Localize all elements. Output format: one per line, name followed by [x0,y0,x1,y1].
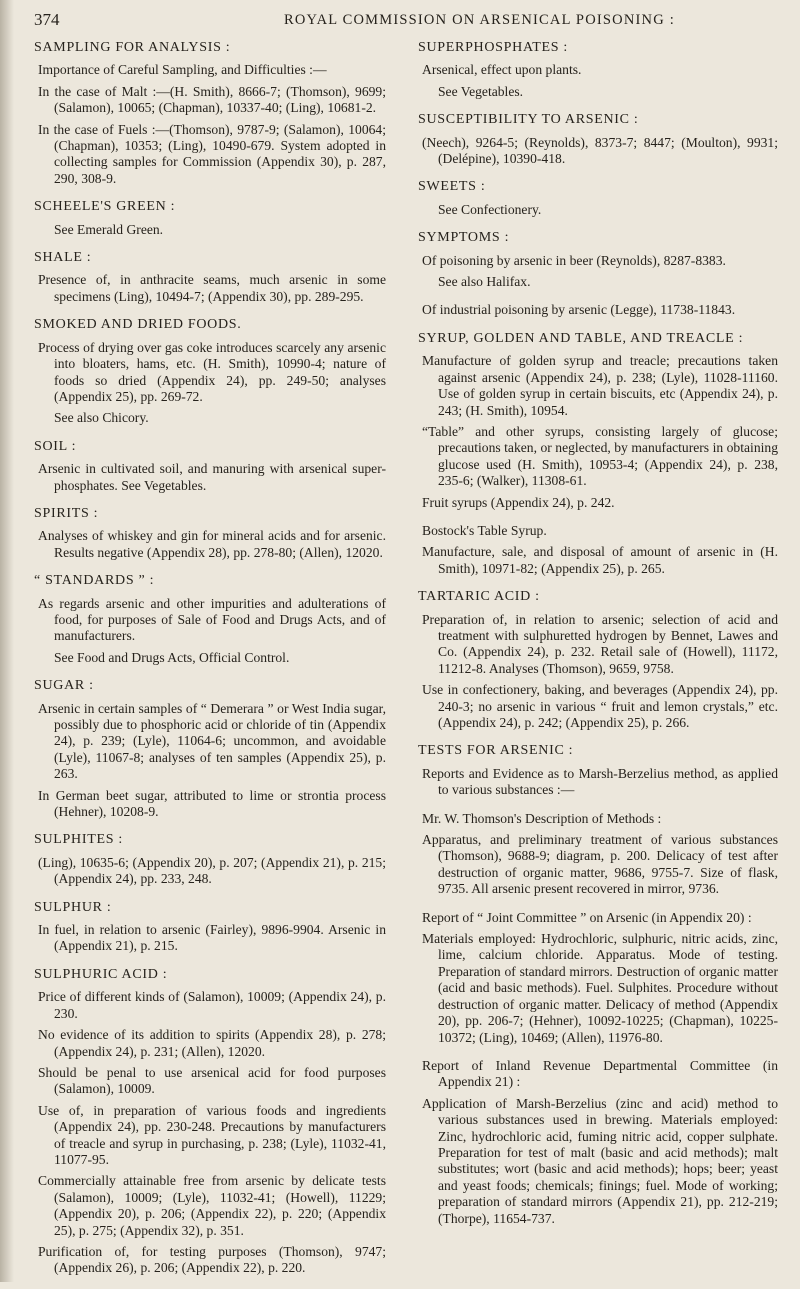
index-entry-superphosphates [418,40,778,100]
index-heading: SULPHUR : [34,899,112,915]
index-paragraph: Purification of, for testing purposes (Thomson), 9747; (Appendix 26), p. 206; (Appendix 22), p. 220. [38,1243,386,1276]
cross-reference: See also Chicory. [54,410,149,426]
index-heading: SWEETS : [418,179,486,195]
index-entry-susceptibility-to-arsenic [418,112,778,167]
index-entry-soil [34,439,386,494]
page-number: 374 [34,10,60,29]
index-entry-tartaric-acid [418,589,778,731]
index-paragraph: In German beet sugar, attributed to lime or strontia process (Hehner), 10208-9. [38,787,386,820]
index-paragraph: Fruit syrups (Appendix 24), p. 242. [422,494,615,510]
index-paragraph: Arsenic in cultivated soil, and manuring with arsenical super-phosphates. See Vegetables. [38,461,386,493]
index-entry-shale [34,250,386,305]
index-entry-sulphuric-acid [34,967,386,1277]
cross-reference: See also Halifax. [438,274,531,290]
index-paragraph: Should be penal to use arsenical acid for food purposes (Salamon), 10009. [38,1064,386,1097]
index-paragraph: Price of different kinds of (Salamon), 10009; (Appendix 24), p. 230. [38,989,386,1021]
index-paragraph: Presence of, in anthracite seams, much arsenic in some specimens (Ling), 10494-7; (Appendix 30), pp. 289-295. [38,272,386,304]
index-paragraph: Report of “ Joint Committee ” on Arsenic (in Appendix 20) : [422,909,752,925]
index-paragraph: Process of drying over gas coke introduces scarcely any arsenic into bloaters, hams, etc. (H. Smith), 10990-4; nature of foods so dried (Appendix 24), pp. 249-50; analyses (Appendix 25), pp. 269-72. [38,339,386,404]
index-entry-untitled [418,910,778,1046]
index-paragraph: As regards arsenic and other impurities and adulterations of food, for purposes of Sale of Food and Drugs Acts, and of manufacturers. [38,595,386,644]
index-heading: TESTS FOR ARSENIC : [418,743,574,759]
cross-reference: See Food and Drugs Acts, Official Control. [54,649,290,665]
right-index-column [418,40,778,1239]
index-entry-sugar [34,678,386,820]
index-paragraph: Commercially attainable free from arsenic by delicate tests (Salamon), 10009; (Lyle), 11032-41; (Howell), 11229; (Appendix 20), p. 206; (Appendix 22), p. 220; (Appendix 25), p. 275; (Appendix 32), p. 351. [38,1173,386,1238]
index-heading: SYMPTOMS : [418,230,510,246]
index-heading: SAMPLING FOR ANALYSIS : [34,40,231,55]
index-heading: SPIRITS : [34,505,99,521]
index-paragraph: In the case of Malt :—(H. Smith), 8666-7; (Thomson), 9699; (Salamon), 10065; (Chapman), 10337-40; (Ling), 10681-2. [38,83,386,116]
index-heading: SHALE : [34,250,92,266]
index-paragraph: Of industrial poisoning by arsenic (Legge), 11738-11843. [422,302,736,318]
index-heading: “ STANDARDS ” : [34,573,155,589]
index-heading: SUSCEPTIBILITY TO ARSENIC : [418,112,639,128]
index-entry-tests-for-arsenic [418,743,778,798]
index-heading: SULPHURIC ACID : [34,966,168,982]
index-paragraph: Manufacture of golden syrup and treacle; precautions taken against arsenic (Appendix 24), p. 238; (Lyle), 11028-11160. Use of golden syrup in certain biscuits, etc (Appendix 24), p. 243; (H. Smith), 10954. [422,353,778,418]
index-entry-spirits [34,506,386,561]
index-paragraph: Preparation of, in relation to arsenic; selection of acid and treatment with sulphuretted hydrogen by Bennet, Lawes and Co. (Appendix 24), p. 232. Retail sale of (Howell), 11172, 11212-8. Analyses (Thomson), 9659, 9758. [422,611,778,676]
index-paragraph: In the case of Fuels :—(Thomson), 9787-9; (Salamon), 10064; (Chapman), 10353; (Ling), 10490-679. System adopted in collecting samples for Commission (Appendix 30), p. 287, 290, 308-9. [38,121,386,186]
left-index-column [34,40,386,1289]
index-entry-sulphites [34,832,386,887]
page-gutter-shadow [0,0,14,1282]
index-paragraph: Use of, in preparation of various foods and ingredients (Appendix 24), pp. 230-248. Precautions by manufacturers of treacle and syrup in purchasing, p. 238; (Lyle), 11032-41, 11077-95. [38,1102,386,1167]
index-paragraph: Apparatus, and preliminary treatment of various substances (Thomson), 9688-9; diagram, p. 200. Delicacy of test after destruction of organic matter, 9686, 9755-7. Size of flask, 9735. All arsenic present recovered in mirror, 9736. [422,832,778,897]
index-paragraph: (Neech), 9264-5; (Reynolds), 8373-7; 8447; (Moulton), 9931; (Delépine), 10390-418. [422,134,778,167]
index-heading: SMOKED AND DRIED FOODS. [34,317,242,333]
index-paragraph: Materials employed: Hydrochloric, sulphuric, nitric acids, zinc, lime, calcium chloride. Apparatus. Mode of testing. Preparation of standard mirrors. Destruction of organic matter (acid and basic methods). Fuel. Sulphites. Procedure without destruction of organic matter. Delicacy of method (Appendix 20), pp. 206-7; (Hehner), 10092-10225; (Chapman), 10225-10372; (Ling), 10469; (Allen), 11976-80. [422,931,778,1045]
cross-reference: See Vegetables. [438,83,524,99]
index-entry-symptoms [418,230,778,290]
index-paragraph: Application of Marsh-Berzelius (zinc and acid) method to various substances used in brewing. Materials employed: Zinc, hydrochloric acid, fuming nitric acid, copper sulphate. Preparation for test of malt (basic and acid methods); malt substitutes; wort (basic and acid methods); hops; beer; yeast and yeast foods; chemicals; finings; fuel. Mode of working; preparation of standard mirrors (Appendix 21), pp. 212-219; (Thorpe), 11654-737. [422,1095,778,1226]
index-entry-untitled [418,523,778,577]
index-paragraph: (Ling), 10635-6; (Appendix 20), p. 207; (Appendix 21), p. 215; (Appendix 24), pp. 233, 248. [38,854,386,887]
index-entry-untitled [418,302,778,318]
index-paragraph: Mr. W. Thomson's Description of Methods : [422,810,662,826]
index-entry-sulphur [34,900,386,955]
index-entry-smoked-and-dried-foods [34,317,386,426]
index-heading: TARTARIC ACID : [418,589,540,605]
index-paragraph: Arsenical, effect upon plants. [422,62,582,78]
index-entry-scheele-s-green [34,199,386,238]
index-paragraph: Manufacture, sale, and disposal of amount of arsenic in (H. Smith), 10971-82; (Appendix 25), p. 265. [422,544,778,576]
index-paragraph: No evidence of its addition to spirits (Appendix 28), p. 278; (Appendix 24), p. 231; (Allen), 12020. [38,1027,386,1059]
index-paragraph: Analyses of whiskey and gin for mineral acids and for arsenic. Results negative (Appendix 28), pp. 278-80; (Allen), 12020. [38,528,386,560]
index-heading: SCHEELE'S GREEN : [34,199,176,215]
index-paragraph: Bostock's Table Syrup. [422,522,547,538]
cross-reference: See Emerald Green. [54,221,164,237]
index-entry-sampling-for-analysis [34,40,386,187]
index-heading: SUGAR : [34,678,94,694]
index-heading: SULPHITES : [34,832,123,848]
index-heading: SOIL : [34,438,77,454]
index-entry-untitled [418,1058,778,1227]
index-paragraph: Report of Inland Revenue Departmental Committee (in Appendix 21) : [422,1057,778,1090]
index-paragraph: “Table” and other syrups, consisting largely of glucose; precautions taken, or neglected, by manufacturers in obtaining glucose used (H. Smith), 10953-4; (Appendix 24), p. 238, 235-6; (Walker), 11308-61. [422,423,778,489]
index-paragraph: In fuel, in relation to arsenic (Fairley), 9896-9904. Arsenic in (Appendix 21), p. 215. [38,922,386,954]
index-paragraph: Use in confectionery, baking, and beverages (Appendix 24), pp. 240-3; no arsenic in various “ fruit and lemon crystals,” etc. (Appendix 24), p. 242; (Appendix 25), p. 266. [422,682,778,730]
index-heading: SYRUP, GOLDEN AND TABLE, AND TREACLE : [418,330,744,346]
index-paragraph: Of poisoning by arsenic in beer (Reynolds), 8287-8383. [422,252,726,268]
index-heading: SUPERPHOSPHATES : [418,40,568,55]
index-paragraph: Importance of Careful Sampling, and Difficulties :— [38,62,327,78]
index-paragraph: Reports and Evidence as to Marsh-Berzelius method, as applied to various substances :— [422,765,778,798]
running-header [34,10,794,32]
index-entry-sweets [418,179,778,218]
cross-reference: See Confectionery. [438,201,542,217]
index-entry-untitled [418,811,778,898]
index-entry-standards [34,573,386,666]
index-paragraph: Arsenic in certain samples of “ Demerara ” or West India sugar, possibly due to phosphoric acid or chloride of tin (Appendix 24), p. 239; (Lyle), 11064-6; uncommon, and avoidable (Lyle), 11067-8; analyses of ten samples (Appendix 25), p. 263. [38,700,386,782]
index-entry-syrup-golden-and-table-and-treacle [418,331,778,511]
running-title: ROYAL COMMISSION ON ARSENICAL POISONING : [284,12,675,28]
